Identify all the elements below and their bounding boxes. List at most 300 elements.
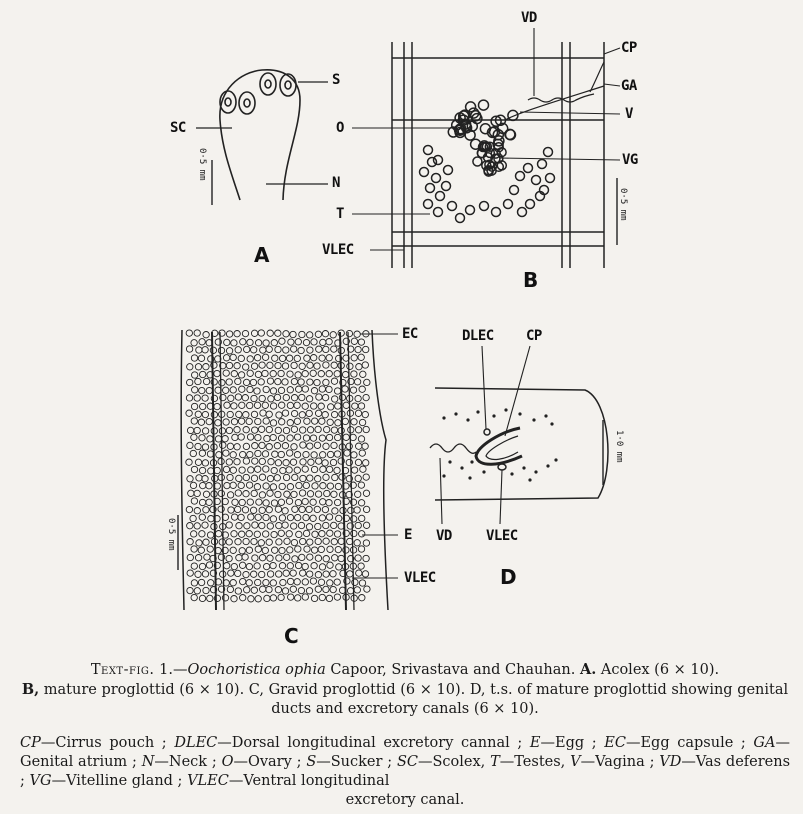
egg [279, 419, 285, 425]
egg [291, 444, 297, 450]
egg [314, 379, 320, 385]
egg [191, 580, 197, 586]
egg [319, 355, 325, 361]
egg [222, 436, 228, 442]
egg [299, 363, 305, 369]
egg [270, 595, 276, 601]
egg [287, 450, 293, 456]
egg [304, 418, 310, 424]
egg [243, 443, 249, 449]
egg [264, 435, 270, 441]
egg [267, 330, 273, 336]
egg [279, 515, 285, 521]
egg [302, 386, 308, 392]
egg [302, 563, 308, 569]
egg [300, 427, 306, 433]
egg [235, 539, 241, 545]
egg [332, 474, 338, 480]
egg [186, 395, 192, 401]
egg [335, 420, 341, 426]
egg [358, 500, 364, 506]
testis [518, 208, 527, 217]
egg [295, 372, 301, 378]
egg [327, 562, 333, 568]
egg [199, 499, 205, 505]
egg [266, 411, 272, 417]
egg [323, 586, 329, 592]
egg [287, 402, 293, 408]
legend-abbr: N [141, 754, 155, 770]
egg [202, 476, 208, 482]
sucker-1-inner [225, 98, 231, 106]
stipple-dots [442, 408, 557, 481]
egg [287, 371, 293, 377]
egg [251, 411, 257, 417]
egg [358, 546, 364, 552]
testis [424, 146, 433, 155]
label-b-t: T [336, 206, 344, 222]
egg [203, 587, 209, 593]
egg [270, 434, 276, 440]
label-b-ga: GA [621, 78, 637, 94]
egg [238, 372, 244, 378]
egg [202, 395, 208, 401]
egg [282, 379, 288, 385]
egg [298, 587, 304, 593]
legend-abbr: V [570, 754, 581, 770]
genital-ducts [505, 86, 604, 120]
stipple-dot [448, 460, 451, 463]
egg [219, 380, 225, 386]
egg [364, 379, 370, 385]
egg [206, 562, 212, 568]
egg [219, 428, 225, 434]
egg [283, 460, 289, 466]
egg [244, 346, 250, 352]
egg [358, 403, 364, 409]
stipple-dot [476, 410, 479, 413]
egg [247, 356, 253, 362]
egg [202, 460, 208, 466]
egg [311, 547, 317, 553]
egg [303, 435, 309, 441]
egg [363, 540, 369, 546]
dlec-canal [484, 429, 490, 435]
panel-a-letter: A [254, 243, 270, 267]
egg [306, 506, 312, 512]
egg [239, 402, 245, 408]
egg [190, 482, 196, 488]
egg [266, 539, 272, 545]
label-d-vlec: VLEC [486, 528, 518, 544]
egg [311, 563, 317, 569]
egg [251, 490, 257, 496]
egg [224, 482, 230, 488]
egg [355, 427, 361, 433]
label-b-vg: VG [622, 152, 638, 168]
legend-last-line: excretory canal. [345, 792, 465, 808]
egg [247, 386, 253, 392]
egg [287, 563, 293, 569]
egg [191, 355, 197, 361]
label-b-o: O [336, 120, 344, 136]
egg [235, 588, 241, 594]
egg [226, 539, 232, 545]
egg [272, 451, 278, 457]
egg [243, 538, 249, 544]
egg [248, 596, 254, 602]
egg [231, 514, 237, 520]
egg [310, 435, 316, 441]
egg [268, 459, 274, 465]
egg [207, 546, 213, 552]
egg [351, 338, 357, 344]
egg [342, 371, 348, 377]
legend-abbr: T [490, 754, 500, 770]
egg [255, 340, 261, 346]
egg [242, 554, 248, 560]
egg [332, 396, 338, 402]
egg [311, 466, 317, 472]
egg [339, 474, 345, 480]
egg [342, 386, 348, 392]
egg [207, 436, 213, 442]
legend-abbr: GA [753, 735, 776, 751]
egg [359, 595, 365, 601]
egg [300, 459, 306, 465]
egg [300, 570, 306, 576]
egg [315, 523, 321, 529]
legend-text: —Egg capsule ; [625, 735, 754, 751]
egg [299, 490, 305, 496]
egg [275, 362, 281, 368]
egg [275, 346, 281, 352]
egg [224, 339, 230, 345]
egg [363, 460, 369, 466]
egg [307, 571, 313, 577]
egg [327, 530, 333, 536]
egg [287, 578, 293, 584]
egg [271, 531, 277, 537]
egg [282, 363, 288, 369]
egg [303, 530, 309, 536]
egg [364, 586, 370, 592]
egg [298, 522, 304, 528]
egg [262, 370, 268, 376]
egg [228, 570, 234, 576]
egg [235, 347, 241, 353]
egg [291, 410, 297, 416]
egg [343, 547, 349, 553]
stipple-dot [554, 458, 557, 461]
egg [191, 418, 197, 424]
egg [187, 379, 193, 385]
egg [359, 419, 365, 425]
egg [343, 402, 349, 408]
egg [278, 451, 284, 457]
egg [266, 444, 272, 450]
egg [307, 475, 313, 481]
egg [191, 531, 197, 537]
egg [283, 394, 289, 400]
egg [256, 499, 262, 505]
egg [315, 491, 321, 497]
egg [303, 514, 309, 520]
egg [203, 507, 209, 513]
egg [331, 491, 337, 497]
egg [294, 579, 300, 585]
egg [262, 354, 268, 360]
egg [248, 467, 254, 473]
stipple-dot [546, 464, 549, 467]
egg [279, 338, 285, 344]
egg [190, 515, 196, 521]
egg [223, 370, 229, 376]
egg [207, 595, 213, 601]
egg [300, 538, 306, 544]
egg [218, 474, 224, 480]
egg [191, 434, 197, 440]
egg [363, 490, 369, 496]
egg [284, 538, 290, 544]
egg [312, 531, 318, 537]
egg [320, 466, 326, 472]
egg [316, 346, 322, 352]
egg [236, 411, 242, 417]
egg [187, 587, 193, 593]
egg [223, 466, 229, 472]
egg [330, 332, 336, 338]
egg [306, 524, 312, 530]
egg [298, 347, 304, 353]
egg [319, 564, 325, 570]
egg [270, 388, 276, 394]
sucker-3 [260, 73, 276, 95]
egg [323, 379, 329, 385]
egg [334, 388, 340, 394]
egg [263, 483, 269, 489]
egg [202, 411, 208, 417]
egg [363, 426, 369, 432]
egg [251, 571, 257, 577]
egg [203, 364, 209, 370]
panel-c-drawing [178, 330, 398, 610]
egg [292, 474, 298, 480]
egg [220, 571, 226, 577]
testis [434, 208, 443, 217]
egg [358, 482, 364, 488]
egg [199, 595, 205, 601]
egg [259, 362, 265, 368]
egg [290, 459, 296, 465]
egg [326, 466, 332, 472]
egg [267, 555, 273, 561]
egg [226, 522, 232, 528]
egg [312, 418, 318, 424]
egg [326, 434, 332, 440]
egg [270, 484, 276, 490]
egg [192, 372, 198, 378]
egg [323, 522, 329, 528]
egg [284, 491, 290, 497]
egg [194, 395, 200, 401]
egg [263, 563, 269, 569]
egg [354, 540, 360, 546]
egg [251, 395, 257, 401]
egg [255, 371, 261, 377]
caption-number: 1.— [159, 662, 188, 678]
egg [304, 355, 310, 361]
egg [230, 452, 236, 458]
egg [311, 339, 317, 345]
egg [248, 514, 254, 520]
panel-b-drawing [352, 28, 620, 268]
egg [351, 419, 357, 425]
panel-a-drawing [196, 70, 328, 205]
egg [283, 347, 289, 353]
egg [198, 419, 204, 425]
egg [218, 490, 224, 496]
egg [191, 403, 197, 409]
egg [243, 458, 249, 464]
egg [226, 427, 232, 433]
egg [226, 459, 232, 465]
egg [279, 402, 285, 408]
egg [299, 506, 305, 512]
egg [199, 435, 205, 441]
egg [322, 506, 328, 512]
egg [238, 355, 244, 361]
egg [280, 579, 286, 585]
egg [252, 458, 258, 464]
egg [282, 508, 288, 514]
egg [283, 570, 289, 576]
caption-lead: Text-fig. [90, 662, 155, 678]
egg [335, 434, 341, 440]
egg [295, 514, 301, 520]
egg [242, 330, 248, 336]
egg [283, 474, 289, 480]
egg [294, 355, 300, 361]
testis [432, 174, 441, 183]
egg [259, 555, 265, 561]
egg [263, 340, 269, 346]
egg [291, 362, 297, 368]
testis [544, 148, 553, 157]
egg [247, 402, 253, 408]
egg [206, 483, 212, 489]
egg [191, 563, 197, 569]
egg [218, 347, 224, 353]
egg [362, 443, 368, 449]
egg [231, 531, 237, 537]
egg [224, 563, 230, 569]
egg [254, 563, 260, 569]
egg [324, 490, 330, 496]
egg [272, 547, 278, 553]
egg [316, 394, 322, 400]
egg [286, 467, 292, 473]
egg [315, 476, 321, 482]
egg [302, 371, 308, 377]
egg [267, 490, 273, 496]
egg [230, 580, 236, 586]
egg [318, 546, 324, 552]
egg [218, 458, 224, 464]
egg [307, 347, 313, 353]
egg [296, 386, 302, 392]
egg [287, 387, 293, 393]
egg [320, 339, 326, 345]
egg [238, 418, 244, 424]
stipple-dot [460, 466, 463, 469]
egg [334, 371, 340, 377]
egg [235, 506, 241, 512]
legend-abbr: E [529, 735, 541, 751]
sucker-4-inner [285, 81, 291, 89]
egg [323, 571, 329, 577]
egg [270, 403, 276, 409]
egg [226, 362, 232, 368]
egg [322, 331, 328, 337]
egg [239, 531, 245, 537]
testis [538, 160, 547, 169]
testis [420, 168, 429, 177]
egg [324, 426, 330, 432]
egg [255, 466, 261, 472]
egg [331, 378, 337, 384]
egg [270, 420, 276, 426]
legend-text: —Cirrus pouch ; [40, 735, 175, 751]
egg [295, 546, 301, 552]
egg [359, 450, 365, 456]
egg [226, 331, 232, 337]
egg [255, 596, 261, 602]
leader-ga [604, 84, 620, 86]
legend-text: —Scolex, [417, 754, 491, 770]
sucker-2-inner [244, 99, 250, 107]
egg [254, 484, 260, 490]
leader-cp [604, 48, 620, 54]
egg [259, 492, 265, 498]
stipple-dot [534, 470, 537, 473]
egg [302, 403, 308, 409]
egg [195, 443, 201, 449]
stipple-dot [454, 412, 457, 415]
egg [346, 330, 352, 336]
figure-caption [20, 660, 790, 719]
egg [320, 483, 326, 489]
egg [290, 570, 296, 576]
egg [234, 427, 240, 433]
egg [326, 514, 332, 520]
label-a-n: N [332, 175, 340, 191]
egg [327, 451, 333, 457]
legend-text: —Neck ; [154, 754, 222, 770]
stipple-dot [492, 414, 495, 417]
egg [254, 402, 260, 408]
stipple-dot [482, 470, 485, 473]
testis [516, 172, 525, 181]
egg [259, 571, 265, 577]
scale-b: 0·5 mm [618, 188, 628, 221]
vitelline-follicle [473, 157, 482, 166]
egg [243, 379, 249, 385]
label-d-vd: VD [436, 528, 452, 544]
egg [300, 442, 306, 448]
egg [203, 491, 209, 497]
egg [262, 451, 268, 457]
